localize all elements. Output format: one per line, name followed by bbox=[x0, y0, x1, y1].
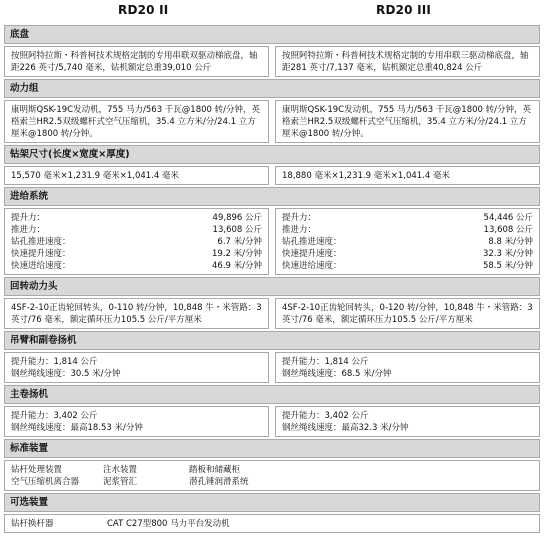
standard-row bbox=[4, 460, 540, 491]
size-row bbox=[4, 166, 540, 185]
optional-row bbox=[4, 514, 540, 533]
feed-left-item bbox=[11, 260, 262, 272]
rotary-right: 4SF-2-10正齿轮回转头，0-120 转/分钟，10,848 牛・米管路：3 英寸/76 毫米，额定循环压力105.5 公斤/平方厘米 bbox=[275, 298, 540, 329]
section-standard-title: 标准装置 bbox=[4, 439, 540, 458]
section-feed-title: 进给系统 bbox=[4, 187, 540, 206]
optional-item-key: 钻杆换杆器 bbox=[11, 519, 54, 529]
feed-right-value: 32.3 米/分钟 bbox=[483, 249, 533, 259]
feed-right-value: 8.8 米/分钟 bbox=[488, 237, 533, 247]
main-winch-left-capacity: 提升能力：3,402 公斤 bbox=[11, 411, 98, 421]
standard-item: 空气压缩机离合器 bbox=[11, 477, 80, 487]
boom-left bbox=[4, 352, 269, 383]
column-header-rd20-ii: RD20 II bbox=[118, 3, 169, 17]
chassis-right: 按照阿特拉斯・科普柯技术规格定制的专用串联三驱动梯底盘，轴距281 英寸/7,137 毫米，钻机额定总重40,824 公斤 bbox=[275, 46, 540, 77]
standard-cell bbox=[4, 460, 540, 491]
section-size-title: 钻架尺寸(长度×宽度×厚度) bbox=[4, 145, 540, 164]
rotary-left: 4SF-2-10正齿轮回转头，0-110 转/分钟，10,848 牛・米管路：3 英寸/76 毫米，额定循环压力105.5 公斤/平方厘米 bbox=[4, 298, 269, 329]
power-row bbox=[4, 100, 540, 143]
main-winch-left bbox=[4, 406, 269, 437]
standard-item: 踏板和储藏柜 bbox=[189, 465, 241, 475]
section-boom-title: 吊臂和副卷扬机 bbox=[4, 331, 540, 350]
feed-right-key: 推进力： bbox=[282, 225, 317, 235]
main-winch-row bbox=[4, 406, 540, 437]
optional-line bbox=[11, 518, 533, 530]
feed-row bbox=[4, 208, 540, 275]
rotary-row bbox=[4, 298, 540, 329]
feed-right-item bbox=[282, 248, 533, 260]
feed-right-item bbox=[282, 212, 533, 224]
boom-right-capacity: 提升能力：1,814 公斤 bbox=[282, 357, 369, 367]
feed-left-key: 快速进给速度： bbox=[11, 261, 71, 271]
boom-right bbox=[275, 352, 540, 383]
feed-left-item bbox=[11, 212, 262, 224]
spec-table bbox=[4, 25, 540, 533]
standard-item: 泥浆管汇 bbox=[103, 477, 138, 487]
boom-left-capacity: 提升能力：1,814 公斤 bbox=[11, 357, 98, 367]
column-header-rd20-iii: RD20 III bbox=[376, 3, 432, 17]
feed-right-value: 13,608 公斤 bbox=[483, 225, 533, 235]
standard-line bbox=[11, 476, 533, 488]
main-winch-right bbox=[275, 406, 540, 437]
power-right: 康明斯QSK-19C发动机，755 马力/563 千瓦@1800 转/分钟，英格索兰HR2.5双级螺杆式空气压缩机，35.4 立方米/分/24.1 立方厘米@1800 转/分钟。 bbox=[275, 100, 540, 143]
optional-cell bbox=[4, 514, 540, 533]
main-winch-left-speed: 钢丝绳线速度：最高18.53 米/分钟 bbox=[11, 423, 143, 433]
feed-left-key: 提升力： bbox=[11, 213, 46, 223]
standard-item: 潜孔锤润滑系统 bbox=[189, 477, 249, 487]
feed-left-item bbox=[11, 248, 262, 260]
feed-right bbox=[275, 208, 540, 275]
main-winch-right-speed: 钢丝绳线速度：最高32.3 米/分钟 bbox=[282, 423, 409, 433]
section-power-title: 动力组 bbox=[4, 79, 540, 98]
section-main-winch-title: 主卷扬机 bbox=[4, 385, 540, 404]
feed-left-value: 19.2 米/分钟 bbox=[212, 249, 262, 259]
feed-left-value: 46.9 米/分钟 bbox=[212, 261, 262, 271]
feed-right-key: 快速进给速度： bbox=[282, 261, 342, 271]
feed-right-value: 54,446 公斤 bbox=[483, 213, 533, 223]
feed-right-item bbox=[282, 224, 533, 236]
standard-line bbox=[11, 464, 533, 476]
boom-left-speed: 钢丝绳线速度：30.5 米/分钟 bbox=[11, 369, 121, 379]
optional-item-value: CAT C27型800 马力平台发动机 bbox=[107, 519, 230, 529]
size-left: 15,570 毫米×1,231.9 毫米×1,041.4 毫米 bbox=[4, 166, 269, 185]
feed-right-key: 快速提升速度： bbox=[282, 249, 342, 259]
power-left: 康明斯QSK-19C发动机，755 马力/563 千瓦@1800 转/分钟，英格索兰HR2.5双级螺杆式空气压缩机，35.4 立方米/分/24.1 立方厘米@1800 转/分钟。 bbox=[4, 100, 269, 143]
feed-left-item bbox=[11, 224, 262, 236]
feed-left-item bbox=[11, 236, 262, 248]
feed-left-key: 钻孔推进速度： bbox=[11, 237, 71, 247]
section-optional-title: 可选装置 bbox=[4, 493, 540, 512]
feed-right-item bbox=[282, 260, 533, 272]
section-rotary-title: 回转动力头 bbox=[4, 277, 540, 296]
feed-right-item bbox=[282, 236, 533, 248]
feed-left-key: 快速提升速度： bbox=[11, 249, 71, 259]
standard-item: 注水装置 bbox=[103, 465, 138, 475]
size-right: 18,880 毫米×1,231.9 毫米×1,041.4 毫米 bbox=[275, 166, 540, 185]
feed-left bbox=[4, 208, 269, 275]
feed-left-key: 推进力： bbox=[11, 225, 46, 235]
feed-right-key: 钻孔推进速度： bbox=[282, 237, 342, 247]
feed-left-value: 49,896 公斤 bbox=[212, 213, 262, 223]
chassis-left: 按照阿特拉斯・科普柯技术规格定制的专用串联双驱动梯底盘，轴距226 英寸/5,740 毫米，钻机额定总重39,010 公斤 bbox=[4, 46, 269, 77]
feed-right-value: 58.5 米/分钟 bbox=[483, 261, 533, 271]
chassis-row bbox=[4, 46, 540, 77]
section-chassis-title: 底盘 bbox=[4, 25, 540, 44]
boom-right-speed: 钢丝绳线速度：68.5 米/分钟 bbox=[282, 369, 392, 379]
feed-right-key: 提升力： bbox=[282, 213, 317, 223]
standard-item: 钻杆处理装置 bbox=[11, 465, 63, 475]
boom-row bbox=[4, 352, 540, 383]
feed-left-value: 6.7 米/分钟 bbox=[217, 237, 262, 247]
main-winch-right-capacity: 提升能力：3,402 公斤 bbox=[282, 411, 369, 421]
feed-left-value: 13,608 公斤 bbox=[212, 225, 262, 235]
